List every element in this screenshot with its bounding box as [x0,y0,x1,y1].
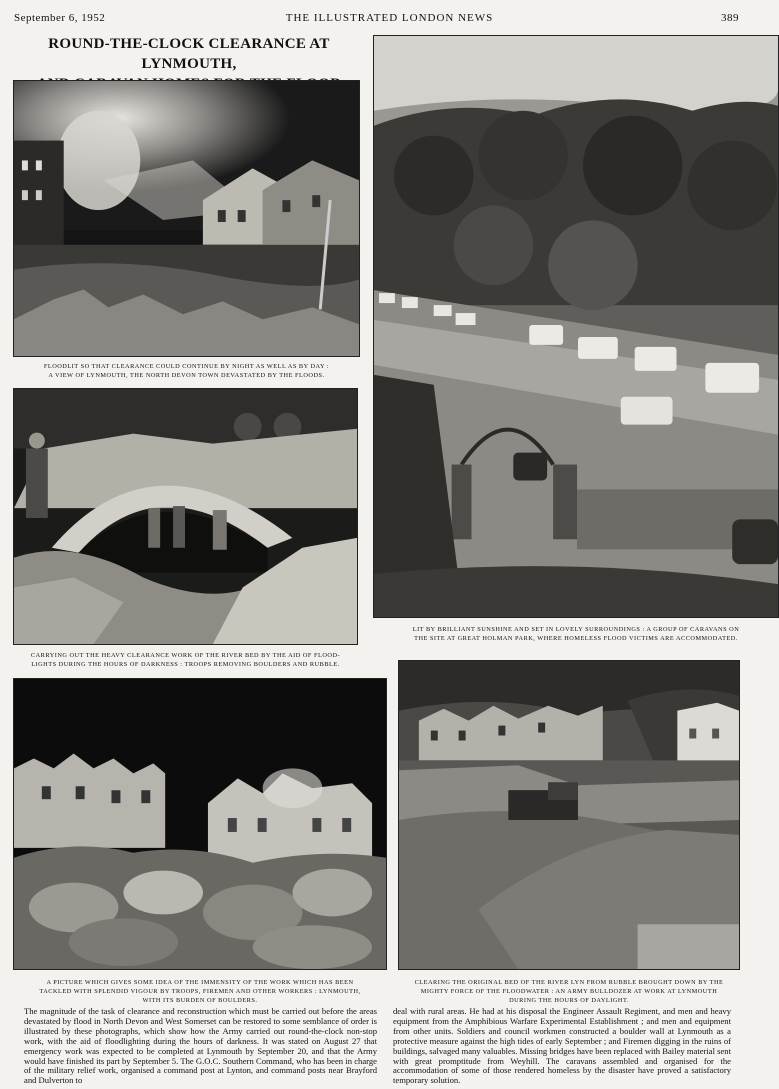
caption-immensity-line-3: WITH ITS BURDEN OF BOULDERS. [142,997,258,1004]
caption-floodlit-line-1: FLOODLIT SO THAT CLEARANCE COULD CONTINUE BY NIGHT AS WELL AS BY DAY : [43,363,330,370]
body-text-right: deal with rural areas. He had at his disposal the Engineer Assault Regiment, and men and heavy equipment from the Amphibious Warfare Experimental Establishment ; and men and equipment from other units. Soldiers and council workmen constructed a boulder wall at Lynmouth as a protective measure against the high tides of early September ; and Firemen digging in the ruins of buildings, salvaged many valuables. Missing bridges have been replaced with Bailey material sent with great promptitude from Weyhill. The caravans assembled and organised for the accommodation of some of those rendered homeless by the disaster have proved a satisfactory temporary solution. [393,1006,731,1086]
caption-river-bed [13,651,358,669]
caption-caravans [373,625,779,643]
caption-immensity-line-1: A PICTURE WHICH GIVES SOME IDEA OF THE IMMENSITY OF THE WORK WHICH HAS BEEN [46,979,354,986]
photo-river-bed-clearance [13,388,358,645]
caption-river-lyn-line-3: DURING THE HOURS OF DAYLIGHT. [509,997,629,1004]
photo-caravan-site [373,35,779,618]
caption-caravans-line-1: LIT BY BRILLIANT SUNSHINE AND SET IN LOVELY SURROUNDINGS : A GROUP OF CARAVANS ON [412,626,740,633]
caption-caravans-line-2: THE SITE AT GREAT HOLMAN PARK, WHERE HOMELESS FLOOD VICTIMS ARE ACCOMMODATED. [414,635,738,642]
headline-line-1: ROUND-THE-CLOCK CLEARANCE AT LYNMOUTH, [48,36,330,72]
caption-river-lyn-line-1: CLEARING THE ORIGINAL BED OF THE RIVER LYN FROM RUBBLE BROUGHT DOWN BY THE [414,979,724,986]
body-text-left: The magnitude of the task of clearance and reconstruction which must be carried out before the areas devastated by flood in North Devon and West Somerset can be restored to some semblance of order is illustrated by these photographs, which show how the Army carried out round-the-clock non-stop work, with the aid of floodlighting during the hours of darkness. It was stated on August 27 that emergency work was expected to be completed at Lynmouth by September 20, and that the Army would have finished its part by September 5. The G.O.C. Southern Command, who has been in charge of the military relief work, organised a command post at Lynton, and command posts near Brayford and Dulverton to [24,1006,377,1086]
page-number: 389 [721,12,739,24]
caption-river-bed-line-2: LIGHTS DURING THE HOURS OF DARKNESS : TROOPS REMOVING BOULDERS AND RUBBLE. [31,661,340,668]
issue-date: September 6, 1952 [14,12,106,24]
photo-river-lyn-bulldozer [398,660,740,970]
caption-river-bed-line-1: CARRYING OUT THE HEAVY CLEARANCE WORK OF THE RIVER BED BY THE AID OF FLOOD- [30,652,341,659]
publication-title: THE ILLUSTRATED LONDON NEWS [285,12,494,24]
photo-lynmouth-boulders [13,678,387,970]
caption-floodlit-line-2: A VIEW OF LYNMOUTH, THE NORTH DEVON TOWN DEVASTATED BY THE FLOODS. [48,372,325,379]
caption-river-lyn-line-2: MIGHTY FORCE OF THE FLOODWATER : AN ARMY BULLDOZER AT WORK AT LYNMOUTH [420,988,718,995]
photo-floodlit-lynmouth [13,80,360,357]
caption-river-lyn [398,978,740,1005]
caption-immensity-line-2: TACKLED WITH SPLENDID VIGOUR BY TROOPS, FIREMEN AND OTHER WORKERS : LYNMOUTH, [39,988,361,995]
caption-floodlit [13,362,360,380]
caption-immensity [13,978,387,1005]
